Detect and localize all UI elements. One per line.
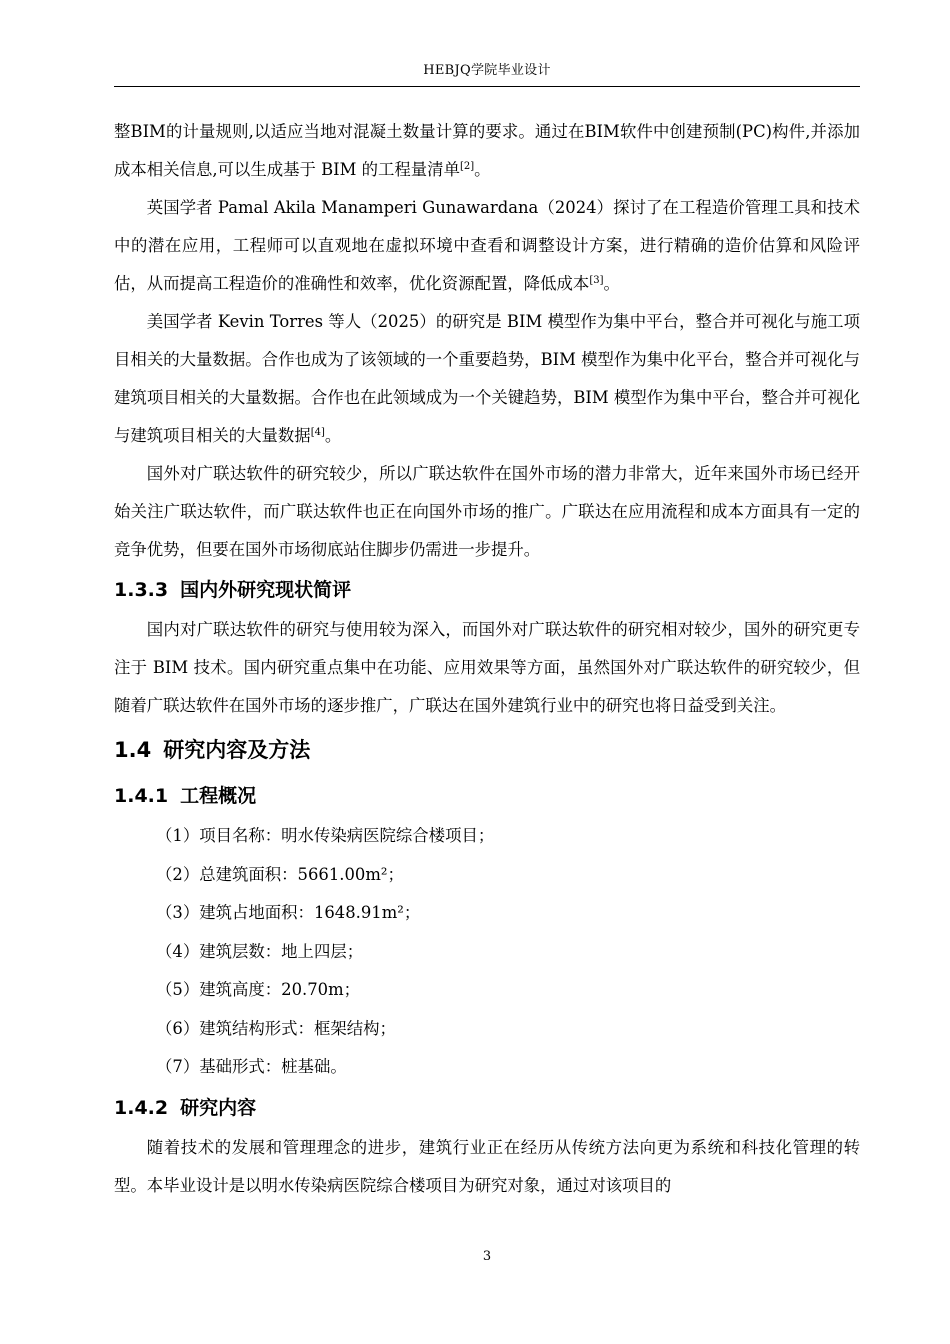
section-number: 1.3.3	[114, 579, 169, 601]
section-number: 1.4.2	[114, 1096, 169, 1119]
paragraph-end: 。	[324, 426, 342, 445]
page-number: 3	[482, 1249, 492, 1264]
paragraph-torres	[114, 303, 860, 455]
running-header: HEBJQ学院毕业设计	[423, 63, 551, 78]
header-rule	[114, 86, 860, 87]
paragraph-text: 美国学者 Kevin Torres 等人（2025）的研究是 BIM 模型作为集中平台，整合并可视化与施工项目相关的大量数据。合作也成为了该领域的一个重要趋势，BIM 模型作为集中化平台，整合并可视化与建筑项目相关的大量数据。合作也在此领域成为一个关键趋势，BIM 模型作为集中平台，整合并可视化与建筑项目相关的大量数据	[114, 312, 860, 445]
paragraph-research-content: 随着技术的发展和管理理念的进步，建筑行业正在经历从传统方法向更为系统和科技化管理的转型。本毕业设计是以明水传染病医院综合楼项目为研究对象，通过对该项目的	[114, 1137, 860, 1195]
section-heading-1-4-2	[114, 1087, 860, 1129]
section-heading-1-4-1	[114, 775, 860, 817]
paragraph-text: 整BIM的计量规则,以适应当地对混凝土数量计算的要求。通过在BIM软件中创建预制(PC)构件,并添加成本相关信息,可以生成基于 BIM 的工程量清单	[114, 122, 860, 179]
page-body	[114, 113, 860, 1205]
list-item: （1）项目名称：明水传染病医院综合楼项目；	[156, 826, 495, 845]
section-number: 1.4	[114, 738, 152, 762]
paragraph-gunawardana	[114, 189, 860, 303]
citation-ref: [3]	[589, 275, 604, 286]
paragraph-foreign-market: 国外对广联达软件的研究较少，所以广联达软件在国外市场的潜力非常大，近年来国外市场已经开始关注广联达软件，而广联达软件也正在向国外市场的推广。广联达在应用流程和成本方面具有一定的竞争优势，但要在国外市场彻底站住脚步仍需进一步提升。	[114, 464, 860, 559]
list-item: （4）建筑层数：地上四层；	[156, 941, 364, 961]
paragraph-end: 。	[474, 160, 491, 179]
section-title: 工程概况	[180, 785, 257, 807]
paragraph-end: 。	[603, 274, 620, 293]
paragraph-review: 国内对广联达软件的研究与使用较为深入，而国外对广联达软件的研究相对较少，国外的研究更专注于 BIM 技术。国内研究重点集中在功能、应用效果等方面，虽然国外对广联达软件的研究较少，但随着广联达软件在国外市场的逐步推广，广联达在国外建筑行业中的研究也将日益受到关注。	[114, 620, 860, 715]
list-item: （6）建筑结构形式：框架结构；	[156, 1018, 396, 1038]
citation-ref: [4]	[310, 427, 325, 438]
paragraph-text: 英国学者 Pamal Akila Manamperi Gunawardana（2024）探讨了在工程造价管理工具和技术中的潜在应用，工程师可以直观地在虚拟环境中查看和调整设计方案，进行精确的造价估算和风险评估，从而提高工程造价的准确性和效率，优化资源配置，降低成本	[114, 198, 860, 293]
list-item: （2）总建筑面积：5661.00m²；	[156, 864, 404, 884]
section-heading-1-4	[114, 725, 860, 775]
citation-ref: [2]	[459, 161, 475, 172]
section-number: 1.4.1	[114, 785, 169, 807]
section-title: 国内外研究现状简评	[180, 579, 352, 601]
list-item: （5）建筑高度：20.70m；	[156, 980, 361, 999]
list-item: （3）建筑占地面积：1648.91m²；	[156, 903, 421, 922]
section-title: 研究内容	[180, 1096, 257, 1119]
paragraph-continued	[114, 113, 860, 189]
section-heading-1-3-3	[114, 569, 860, 611]
section-title: 研究内容及方法	[163, 738, 311, 762]
list-item: （7）基础形式：桩基础。	[156, 1057, 347, 1076]
